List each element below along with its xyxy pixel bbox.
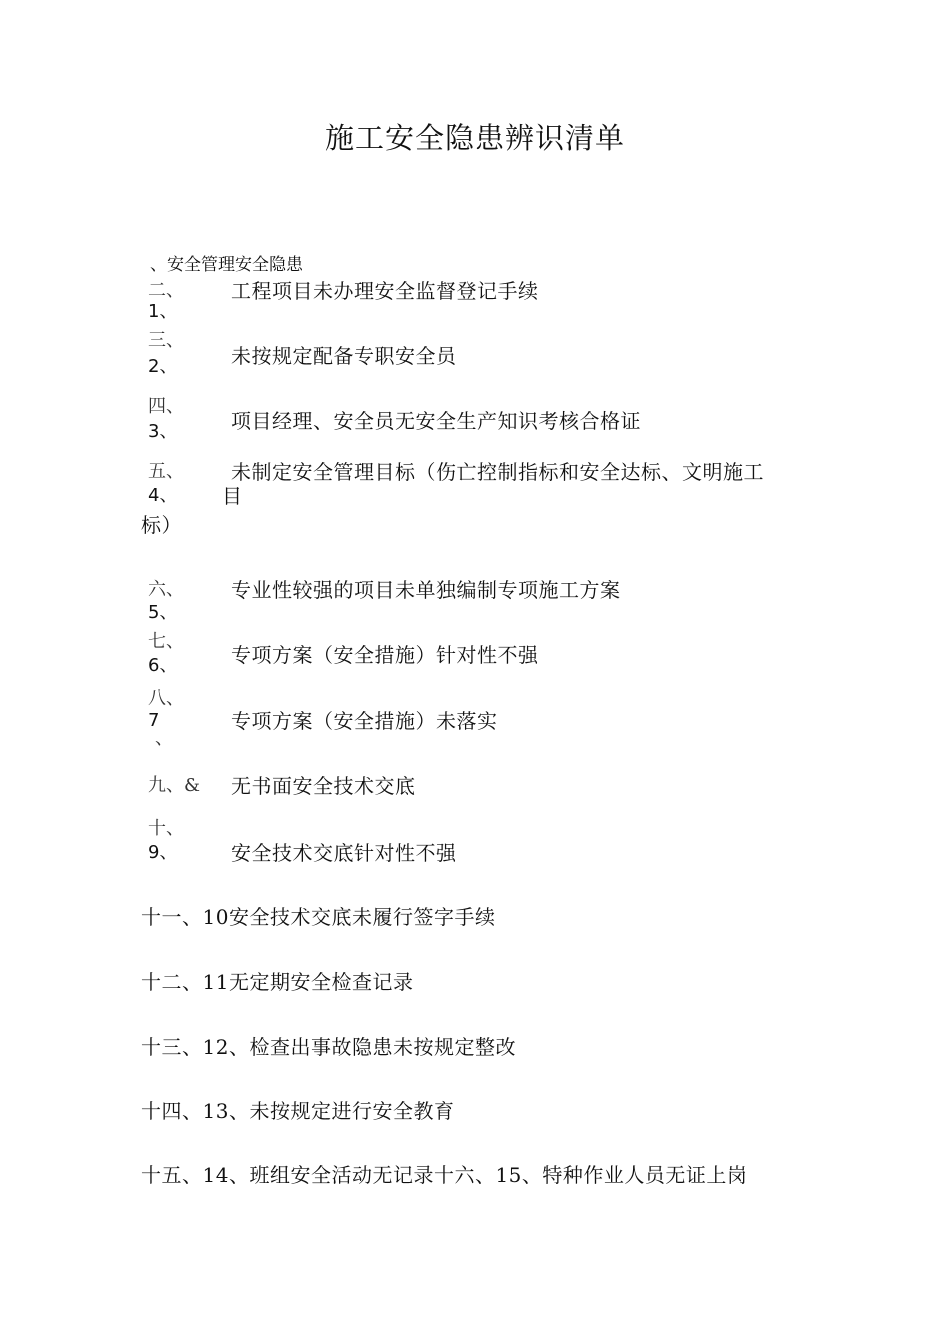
item-cn-marker: 五、 (148, 461, 184, 482)
item-text: 无书面安全技术交底 (231, 774, 416, 798)
list-line: 十五、14、班组安全活动无记录十六、15、特种作业人员无证上岗 (141, 1163, 748, 1187)
item-cn-marker: 八、 (148, 688, 184, 709)
item-number-suffix: 、 (155, 728, 173, 749)
item-text: 项目经理、安全员无安全生产知识考核合格证 (231, 409, 641, 433)
item-text: 工程项目未办理安全监督登记手续 (231, 279, 539, 303)
item-number: 4、 (148, 485, 178, 506)
item-text: 未制定安全管理目标（伤亡控制指标和安全达标、文明施工 (231, 460, 764, 484)
item-text: 专项方案（安全措施）针对性不强 (231, 643, 539, 667)
item-cn-marker: 四、 (148, 396, 184, 417)
item-text: 未按规定配备专职安全员 (231, 344, 457, 368)
item-cn-marker: 七、 (148, 631, 184, 652)
item-text-continuation: 标） (141, 513, 182, 537)
item-number: 5、 (148, 602, 178, 623)
list-line: 十三、12、检查出事故隐患未按规定整改 (141, 1035, 516, 1059)
item-cn-marker: 三、 (148, 330, 184, 351)
item-text: 专业性较强的项目未单独编制专项施工方案 (231, 578, 621, 602)
item-cn-marker: 九、& (148, 775, 201, 796)
item-cn-marker: 十、 (148, 818, 184, 839)
list-line: 十一、10安全技术交底未履行签字手续 (141, 905, 496, 929)
item-cn-marker: 二、 (148, 280, 184, 301)
page-title: 施工安全隐患辨识清单 (324, 121, 625, 155)
item-number: 1、 (148, 301, 178, 322)
item-cn-marker: 六、 (148, 579, 184, 600)
item-number: 6、 (148, 655, 178, 676)
list-line: 十二、11无定期安全检查记录 (141, 970, 414, 994)
list-line: 十四、13、未按规定进行安全教育 (141, 1099, 455, 1123)
item-text: 安全技术交底针对性不强 (231, 841, 457, 865)
item-text: 专项方案（安全措施）未落实 (231, 709, 498, 733)
item-text-continuation: 目 (222, 484, 243, 508)
item-number: 9、 (148, 842, 178, 863)
item-number: 2、 (148, 356, 178, 377)
item-number: 7 (148, 710, 160, 731)
section-heading: 、安全管理安全隐患 (150, 255, 303, 275)
item-number: 3、 (148, 421, 178, 442)
